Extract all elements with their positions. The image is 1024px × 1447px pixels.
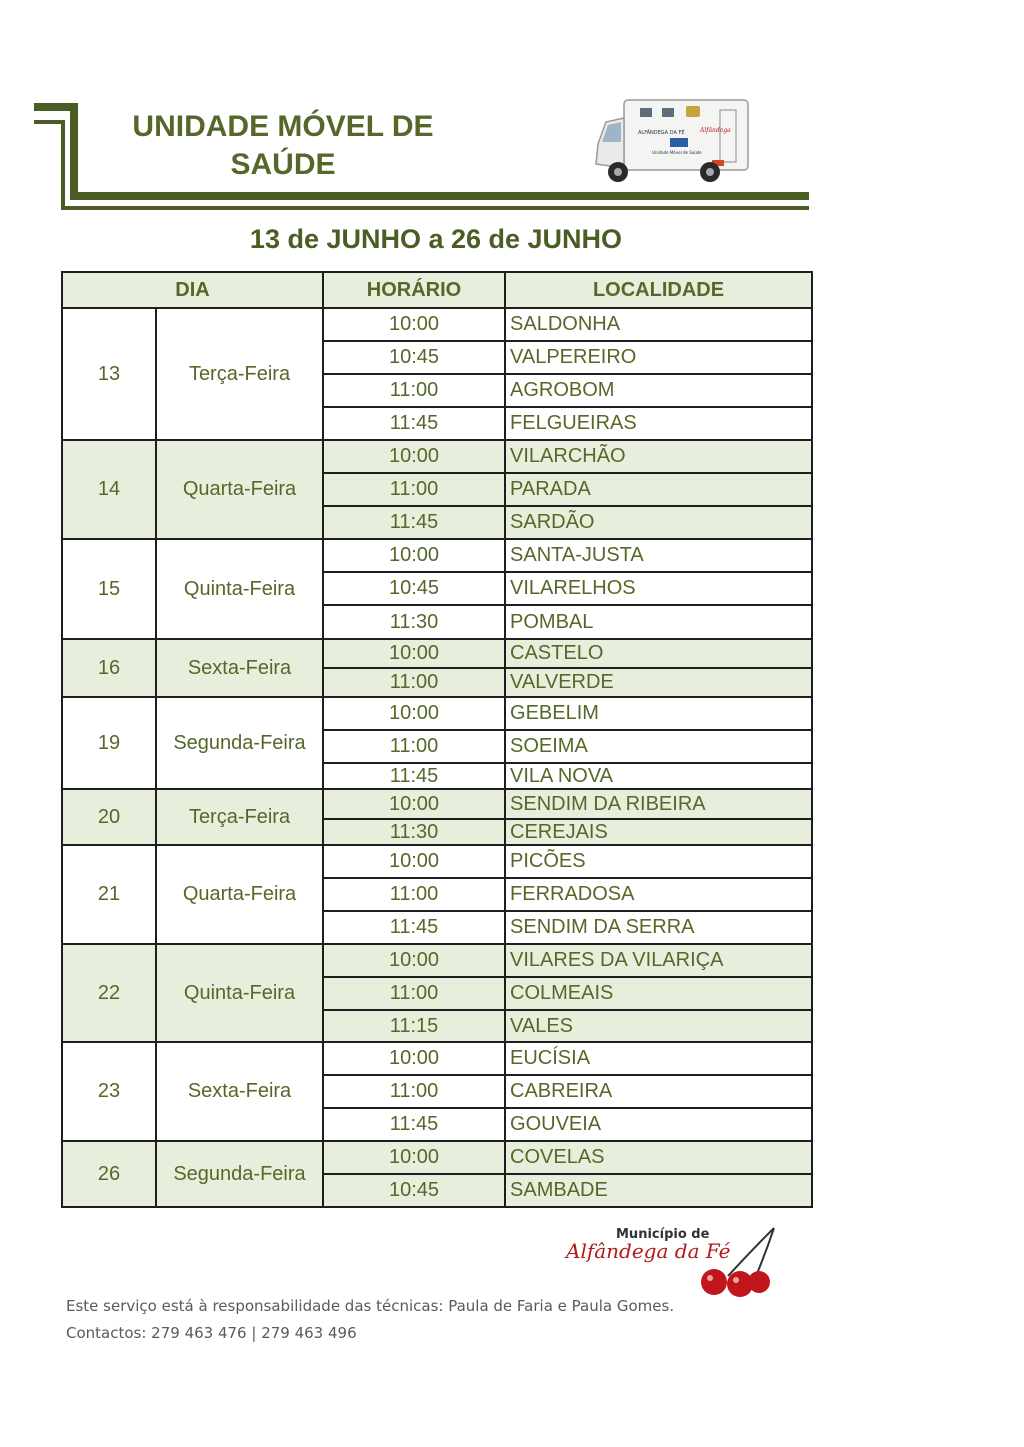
time-cell: 11:45 xyxy=(323,911,505,944)
logo-line-1: Município de xyxy=(616,1227,710,1242)
day-number-cell: 21 xyxy=(62,845,156,944)
time-cell: 10:00 xyxy=(323,944,505,977)
schedule-table xyxy=(61,271,813,1208)
time-cell: 10:45 xyxy=(323,341,505,374)
weekday-cell: Quarta-Feira xyxy=(156,845,323,944)
time-cell: 10:00 xyxy=(323,845,505,878)
table-header-row xyxy=(62,272,812,308)
location-cell: PARADA xyxy=(505,473,812,506)
column-header-dia: DIA xyxy=(62,272,323,308)
table-row xyxy=(62,1042,812,1075)
title-line-1: UNIDADE MÓVEL DE xyxy=(132,110,434,143)
van-text: ALFÂNDEGA DA FÉ xyxy=(638,130,685,136)
time-cell: 10:45 xyxy=(323,1174,505,1207)
weekday-cell: Segunda-Feira xyxy=(156,697,323,789)
time-cell: 11:00 xyxy=(323,878,505,911)
table-row xyxy=(62,845,812,878)
table-row xyxy=(62,789,812,819)
location-cell: SENDIM DA SERRA xyxy=(505,911,812,944)
location-cell: FERRADOSA xyxy=(505,878,812,911)
van-side-text: Unidade Móvel de Saúde xyxy=(652,150,702,155)
time-cell: 11:00 xyxy=(323,374,505,407)
location-cell: SAMBADE xyxy=(505,1174,812,1207)
time-cell: 10:00 xyxy=(323,440,505,473)
location-cell: CASTELO xyxy=(505,639,812,668)
svg-text:Alfândega: Alfândega xyxy=(700,127,731,134)
mobile-unit-van-image xyxy=(592,92,752,184)
location-cell: AGROBOM xyxy=(505,374,812,407)
time-cell: 11:00 xyxy=(323,473,505,506)
table-row xyxy=(62,697,812,730)
title-line-2: SAÚDE xyxy=(230,148,336,181)
schedule-body xyxy=(62,308,812,1207)
location-cell: COLMEAIS xyxy=(505,977,812,1010)
table-row xyxy=(62,1141,812,1174)
day-number-cell: 15 xyxy=(62,539,156,639)
location-cell: EUCÍSIA xyxy=(505,1042,812,1075)
table-row xyxy=(62,639,812,668)
time-cell: 10:00 xyxy=(323,697,505,730)
day-number-cell: 19 xyxy=(62,697,156,789)
location-cell: VILA NOVA xyxy=(505,763,812,789)
location-cell: CABREIRA xyxy=(505,1075,812,1108)
location-cell: VILARELHOS xyxy=(505,572,812,605)
day-number-cell: 16 xyxy=(62,639,156,697)
time-cell: 11:45 xyxy=(323,407,505,440)
time-cell: 10:00 xyxy=(323,308,505,341)
time-cell: 10:00 xyxy=(323,539,505,572)
location-cell: VALPEREIRO xyxy=(505,341,812,374)
time-cell: 10:00 xyxy=(323,1141,505,1174)
time-cell: 10:45 xyxy=(323,572,505,605)
municipality-logo xyxy=(560,1222,790,1302)
weekday-cell: Sexta-Feira xyxy=(156,639,323,697)
weekday-cell: Terça-Feira xyxy=(156,789,323,845)
table-row xyxy=(62,308,812,341)
weekday-cell: Quarta-Feira xyxy=(156,440,323,539)
period-heading: 13 de JUNHO a 26 de JUNHO xyxy=(249,224,623,254)
weekday-cell: Quinta-Feira xyxy=(156,539,323,639)
location-cell: SALDONHA xyxy=(505,308,812,341)
weekday-cell: Sexta-Feira xyxy=(156,1042,323,1141)
day-number-cell: 14 xyxy=(62,440,156,539)
page-title xyxy=(108,108,458,184)
time-cell: 11:45 xyxy=(323,506,505,539)
time-cell: 10:00 xyxy=(323,1042,505,1075)
contacts-line: Contactos: 279 463 476 | 279 463 496 xyxy=(66,1324,357,1342)
table-row xyxy=(62,539,812,572)
logo-line-2: Alfândega da Fé xyxy=(566,1239,731,1263)
day-number-cell: 20 xyxy=(62,789,156,845)
time-cell: 11:00 xyxy=(323,730,505,763)
location-cell: CEREJAIS xyxy=(505,819,812,845)
responsibility-note: Este serviço está à responsabilidade das técnicas: Paula de Faria e Paula Gomes. xyxy=(66,1297,675,1315)
location-cell: COVELAS xyxy=(505,1141,812,1174)
day-number-cell: 13 xyxy=(62,308,156,440)
time-cell: 11:45 xyxy=(323,763,505,789)
table-row xyxy=(62,944,812,977)
time-cell: 11:30 xyxy=(323,605,505,639)
column-header-localidade: LOCALIDADE xyxy=(505,272,812,308)
location-cell: VALES xyxy=(505,1010,812,1042)
column-header-horario: HORÁRIO xyxy=(323,272,505,308)
day-number-cell: 22 xyxy=(62,944,156,1042)
time-cell: 11:15 xyxy=(323,1010,505,1042)
location-cell: SENDIM DA RIBEIRA xyxy=(505,789,812,819)
location-cell: FELGUEIRAS xyxy=(505,407,812,440)
time-cell: 11:00 xyxy=(323,1075,505,1108)
day-number-cell: 26 xyxy=(62,1141,156,1207)
location-cell: VALVERDE xyxy=(505,668,812,697)
table-row xyxy=(62,440,812,473)
location-cell: GEBELIM xyxy=(505,697,812,730)
location-cell: GOUVEIA xyxy=(505,1108,812,1141)
weekday-cell: Segunda-Feira xyxy=(156,1141,323,1207)
time-cell: 10:00 xyxy=(323,639,505,668)
location-cell: SANTA-JUSTA xyxy=(505,539,812,572)
time-cell: 11:30 xyxy=(323,819,505,845)
weekday-cell: Terça-Feira xyxy=(156,308,323,440)
location-cell: POMBAL xyxy=(505,605,812,639)
time-cell: 11:45 xyxy=(323,1108,505,1141)
time-cell: 11:00 xyxy=(323,977,505,1010)
location-cell: SOEIMA xyxy=(505,730,812,763)
day-number-cell: 23 xyxy=(62,1042,156,1141)
weekday-cell: Quinta-Feira xyxy=(156,944,323,1042)
location-cell: VILARCHÃO xyxy=(505,440,812,473)
time-cell: 10:00 xyxy=(323,789,505,819)
location-cell: SARDÃO xyxy=(505,506,812,539)
location-cell: PICÕES xyxy=(505,845,812,878)
location-cell: VILARES DA VILARIÇA xyxy=(505,944,812,977)
time-cell: 11:00 xyxy=(323,668,505,697)
